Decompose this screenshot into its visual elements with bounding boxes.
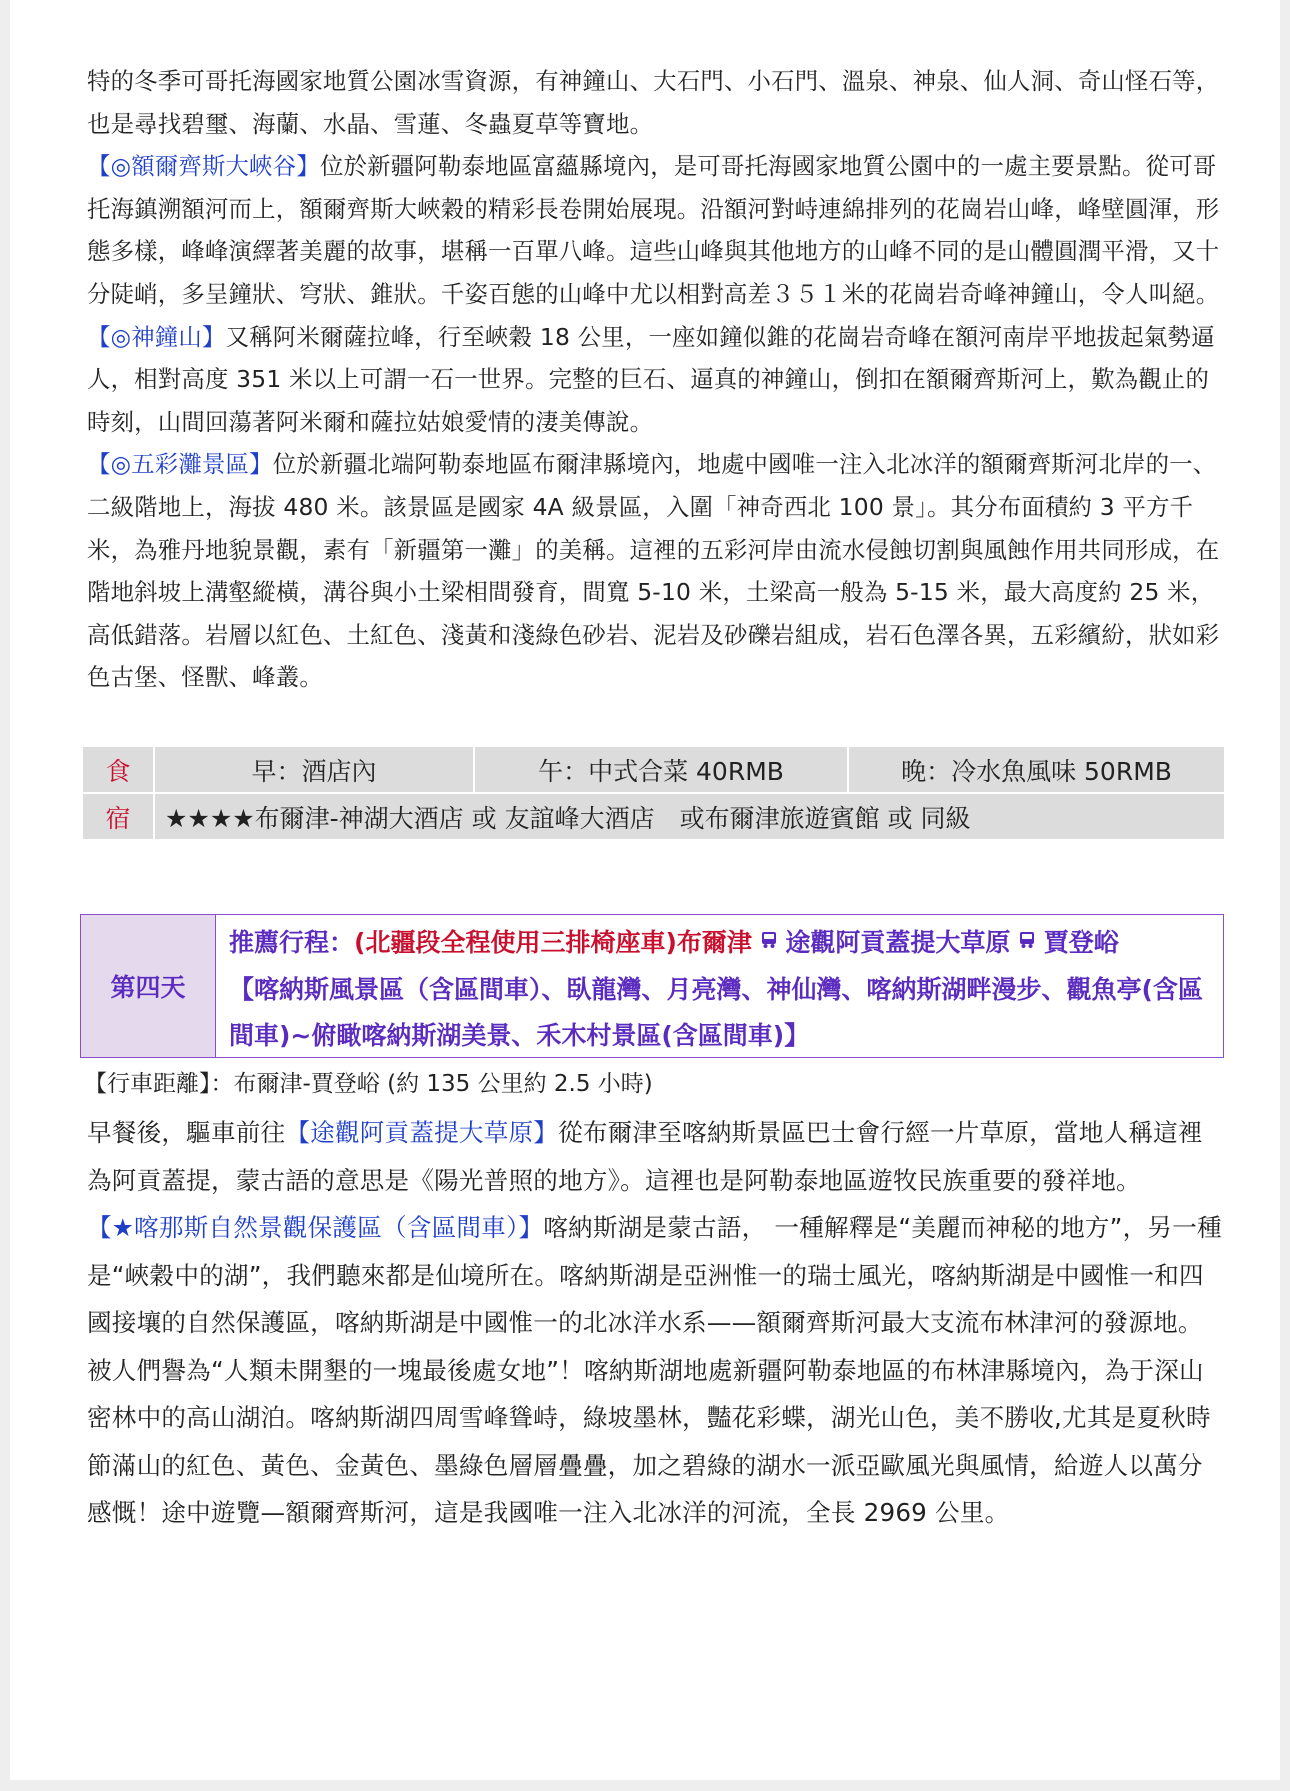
- section-title: 【◎五彩灘景區】: [87, 450, 273, 479]
- day4-itinerary-title: [216, 915, 1223, 1057]
- day4-header-box: [80, 914, 1224, 1058]
- meal-label: 食: [82, 746, 154, 793]
- section-paragraph: [87, 443, 1227, 699]
- meal-hotel-table: [81, 745, 1226, 841]
- day3-description: [87, 60, 1227, 699]
- route-details: 【喀納斯風景區（含區間車）、臥龍灣、月亮灣、神仙灣、喀納斯湖畔漫步、觀魚亭(含區間車)~俯瞰喀納斯湖美景、禾木村景區(含區間車)】: [229, 975, 1203, 1050]
- section-text: 位於新疆北端阿勒泰地區布爾津縣境內，地處中國唯一注入北冰洋的額爾齊斯河北岸的一、二級階地上，海拔 480 米。該景區是國家 4A 級景區，入圍「神奇西北 100 景」。其分布面積約 3 平方千米，為雅丹地貌景觀，素有「新疆第一灘」的美稱。這裡的五彩河岸由流水侵蝕切割與風蝕作用共同形成，在階地斜坡上溝壑縱橫，溝谷與小土梁相間發育，間寬 5-10 米，土梁高一般為 5-15 米，最大高度約 25 米，高低錯落。岩層以紅色、土紅色、淺黃和淺綠色砂岩、泥岩及砂礫岩組成，岩石色澤各異，五彩繽紛，狀如彩色古堡、怪獸、峰叢。: [87, 450, 1220, 692]
- bus-icon: [761, 921, 777, 967]
- section-title: 【途觀阿貢蓋提大草原】: [285, 1118, 559, 1147]
- hotel-cell: ★★★★布爾津-神湖大酒店 或 友誼峰大酒店 或布爾津旅遊賓館 或 同級: [154, 793, 1225, 840]
- vehicle-note: (北疆段全程使用三排椅座車): [354, 928, 677, 957]
- paragraph-text: 從布爾津至喀納斯景區巴士會行經一片草原，當地人稱這裡為阿貢蓋提，蒙古語的意思是《陽光普照的地方》。這裡也是阿勒泰地區遊牧民族重要的發祥地。: [87, 1118, 1203, 1195]
- document-page: [10, 0, 1280, 1780]
- breakfast-cell: 早：酒店內: [154, 746, 474, 793]
- intro-paragraph: [87, 60, 1227, 145]
- day-label: 第四天: [81, 915, 216, 1057]
- day4-paragraph: [87, 1109, 1227, 1204]
- route-stop: 布爾津: [676, 928, 752, 957]
- hotel-row: [82, 793, 1225, 840]
- section-title: 【◎神鐘山】: [87, 322, 226, 351]
- meal-row: [82, 746, 1225, 793]
- paragraph-text: 喀納斯湖是蒙古語， 一種解釋是“美麗而神秘的地方”，另一種是“峽穀中的湖”，我們聽來都是仙境所在。喀納斯湖是亞洲惟一的瑞士風光，喀納斯湖是中國惟一和四國接壤的自然保護區，喀納斯湖是中國惟一的北冰洋水系——額爾齊斯河最大支流布林津河的發源地。被人們譽為“人類未開墾的一塊最後處女地”！喀納斯湖地處新疆阿勒泰地區的布林津縣境內，為于深山密林中的高山湖泊。喀納斯湖四周雪峰聳峙，綠坡墨林，豔花彩蝶，湖光山色，美不勝收,尤其是夏秋時節滿山的紅色、黃色、金黃色、墨綠色層層疊疊，加之碧綠的湖水一派亞歐風光與風情，給遊人以萬分感慨！途中遊覽—額爾齊斯河，這是我國唯一注入北冰洋的河流，全長 2969 公里。: [87, 1213, 1222, 1527]
- day4-paragraph: [87, 1204, 1227, 1537]
- section-text: 又稱阿米爾薩拉峰，行至峽穀 18 公里，一座如鐘似錐的花崗岩奇峰在額河南岸平地拔起氣勢逼人，相對高度 351 米以上可謂一石一世界。完整的巨石、逼真的神鐘山，倒扣在額爾齊斯河上，歎為觀止的時刻，山間回蕩著阿米爾和薩拉姑娘愛情的淒美傳說。: [87, 322, 1215, 436]
- hotel-label: 宿: [82, 793, 154, 840]
- dinner-cell: 晚：冷水魚風味 50RMB: [848, 746, 1225, 793]
- route-stop: 途觀阿貢蓋提大草原: [785, 928, 1011, 957]
- day4-description: [84, 1064, 1227, 1537]
- section-paragraph: [87, 316, 1227, 444]
- section-title: 【★喀那斯自然景觀保護區（含區間車）】: [87, 1213, 544, 1242]
- recommend-prefix: 推薦行程：: [229, 928, 355, 957]
- section-text: 位於新疆阿勒泰地區富蘊縣境內，是可哥托海國家地質公園中的一處主要景點。從可哥托海鎮溯額河而上，額爾齊斯大峽穀的精彩長卷開始展現。沿額河對峙連綿排列的花崗岩山峰，峰壁圓渾，形態多樣，峰峰演繹著美麗的故事，堪稱一百單八峰。這些山峰與其他地方的山峰不同的是山體圓潤平滑，又十分陡峭，多呈鐘狀、穹狀、錐狀。千姿百態的山峰中尤以相對高差３５１米的花崗岩奇峰神鐘山，令人叫絕。: [87, 152, 1220, 308]
- route-stop: 賈登峪: [1043, 928, 1119, 957]
- section-title: 【◎額爾齊斯大峽谷】: [87, 152, 320, 181]
- bus-icon: [1019, 921, 1035, 967]
- lunch-cell: 午：中式合菜 40RMB: [474, 746, 848, 793]
- intro-text: 特的冬季可哥托海國家地質公園冰雪資源，有神鐘山、大石門、小石門、溫泉、神泉、仙人洞、奇山怪石等，也是尋找碧璽、海蘭、水晶、雪蓮、冬蟲夏草等寶地。: [87, 67, 1220, 138]
- section-paragraph: [87, 145, 1227, 315]
- paragraph-text: 早餐後，驅車前往: [87, 1118, 286, 1147]
- drive-distance: 【行車距離】：布爾津-賈登峪 (約 135 公里約 2.5 小時): [84, 1071, 653, 1097]
